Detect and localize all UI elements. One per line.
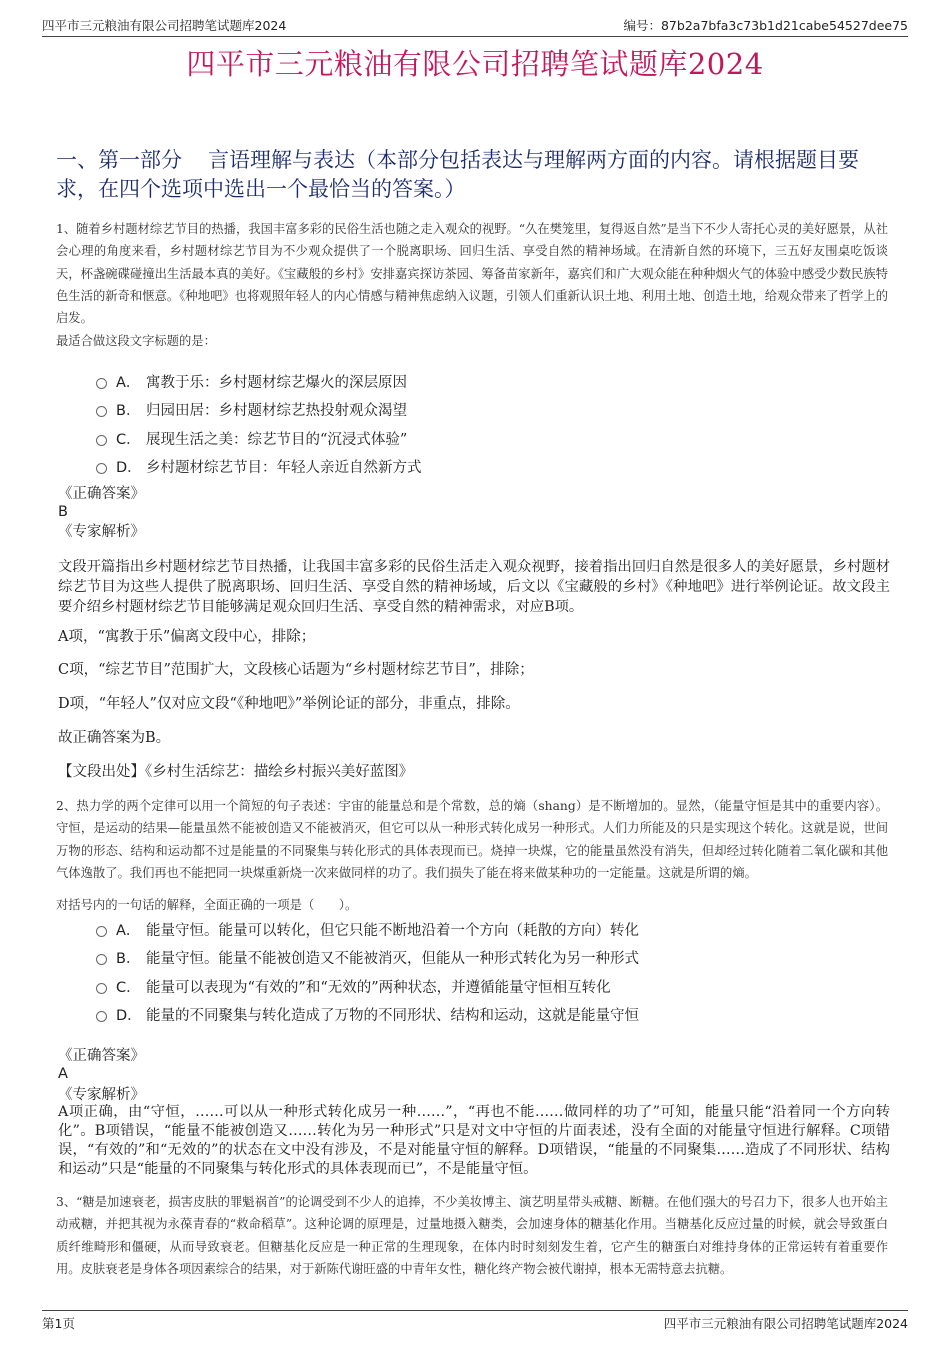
question-2-analysis-label: 《专家解析》	[58, 1087, 145, 1103]
page-footer	[42, 1310, 908, 1332]
question-2-option-c[interactable]: C． 能量可以表现为“有效的”和“无效的”两种状态，并遵循能量守恒相互转化	[96, 972, 639, 1001]
question-1-analysis-a: A项，“寓教于乐”偏离文段中心，排除；	[58, 629, 316, 645]
question-2-analysis: A项正确，由“守恒，……可以从一种形式转化成另一种……”，“再也不能……做同样的功了”可知，能量只能“沿着同一个方向转化”。B项错误，“能量不能被创造又……转化为另一种形式”只是对文中守恒的片面表述，没有全面的对能量守恒进行解释。C项错误，“有效的”和“无效的”的状态在文中没有涉及，不是对能量守恒的解释。D项错误，“能量的不同聚集……造成了不同形状、结构和运动”只是“能量的不同聚集与转化形式的具体表现而已”，不是能量守恒。	[58, 1104, 890, 1177]
question-1-conclusion: 故正确答案为B。	[58, 730, 171, 746]
radio-icon[interactable]	[96, 926, 107, 937]
question-1-option-c[interactable]: C． 展现生活之美：综艺节目的“沉浸式体验”	[96, 424, 422, 453]
radio-icon[interactable]	[96, 406, 107, 417]
question-1-source: 【文段出处】《乡村生活综艺：描绘乡村振兴美好蓝图》	[58, 764, 414, 780]
question-1-analysis-d: D项，“年轻人”仅对应文段“《种地吧》”举例论证的部分，非重点，排除。	[58, 696, 520, 712]
question-2-answer: A	[58, 1066, 68, 1082]
question-1-stem: 1、随着乡村题材综艺节目的热播，我国丰富多彩的民俗生活也随之走入观众的视野。“久在樊笼里，复得返自然”是当下不少人寄托心灵的美好愿景，从社会心理的角度来看，乡村题材综艺节目为不少观众提供了一个脱离职场、回归生活、享受自然的精神场域。在清新自然的环境下，三五好友围桌吃饭谈天，杯盏碗碟碰撞出生活最本真的美好。《宝藏般的乡村》安排嘉宾探访茶园、筹备苗家新年，嘉宾们和广大观众能在种种烟火气的体验中感受少数民族特色生活的新奇和惬意。《种地吧》也将观照年轻人的内心情感与精神焦虑纳入议题，引领人们重新认识土地、利用土地、创造土地，给观众带来了哲学上的启发。	[56, 222, 888, 326]
question-2-answer-label: 《正确答案》	[58, 1048, 145, 1064]
radio-icon[interactable]	[96, 1011, 107, 1022]
question-3-stem: 3、“糖是加速衰老，损害皮肤的罪魁祸首”的论调受到不少人的追捧，不少美妆博主、演艺明星带头戒糖、断糖。在他们强大的号召力下，很多人也开始主动戒糖，并把其视为永葆青春的“救命稻草”。这种论调的原理是，过量地摄入糖类，会加速身体的糖基化作用。当糖基化反应过量的时候，就会导致蛋白质纤维畸形和僵硬，从而导致衰老。但糖基化反应是一种正常的生理现象，在体内时时刻刻发生着，它产生的糖蛋白对维持身体的正常运转有着重要作用。皮肤衰老是身体各项因素综合的结果，对于新陈代谢旺盛的中青年女性，糖化终产物会被代谢掉，根本无需特意去抗糖。	[56, 1195, 888, 1276]
header-doc-name: 四平市三元粮油有限公司招聘笔试题库2024	[42, 18, 287, 33]
question-1-analysis: 文段开篇指出乡村题材综艺节目热播，让我国丰富多彩的民俗生活走入观众视野，接着指出回归自然是很多人的美好愿景，乡村题材综艺节目为这些人提供了脱离职场、回归生活、享受自然的精神场域，后文以《宝藏般的乡村》《种地吧》进行举例论证。故文段主要介绍乡村题材综艺节目能够满足观众回归生活、享受自然的精神需求，对应B项。	[58, 559, 890, 615]
question-1-answer: B	[58, 504, 68, 520]
question-1-analysis-c: C项，“综艺节目”范围扩大，文段核心话题为“乡村题材综艺节目”，排除；	[58, 662, 534, 678]
question-1-prompt: 最适合做这段文字标题的是：	[56, 334, 216, 348]
question-2-option-d[interactable]: D． 能量的不同聚集与转化造成了万物的不同形状、结构和运动，这就是能量守恒	[96, 1001, 639, 1030]
radio-icon[interactable]	[96, 378, 107, 389]
question-1-option-b[interactable]: B． 归园田居：乡村题材综艺热投射观众渴望	[96, 396, 422, 425]
footer-doc-name: 四平市三元粮油有限公司招聘笔试题库2024	[663, 1316, 908, 1331]
radio-icon[interactable]	[96, 983, 107, 994]
question-2-options	[96, 915, 639, 1029]
header-code: 编号：87b2a7bfa3c73b1d21cabe54527dee75	[623, 18, 908, 33]
radio-icon[interactable]	[96, 435, 107, 446]
question-1-answer-label: 《正确答案》	[58, 486, 145, 502]
question-1-analysis-label: 《专家解析》	[58, 524, 145, 540]
question-2-prompt: 对括号内的一句话的解释，全面正确的一项是（ ）。	[56, 898, 358, 912]
question-1-option-a[interactable]: A． 寓教于乐：乡村题材综艺爆火的深层原因	[96, 367, 422, 396]
question-2-option-a[interactable]: A． 能量守恒。能量可以转化，但它只能不断地沿着一个方向（耗散的方向）转化	[96, 915, 639, 944]
footer-page-number: 第1页	[42, 1316, 75, 1331]
question-1-options	[96, 367, 422, 481]
question-1-option-d[interactable]: D． 乡村题材综艺节目：年轻人亲近自然新方式	[96, 453, 422, 482]
question-2-stem: 2、热力学的两个定律可以用一个简短的句子表述：宇宙的能量总和是个常数，总的熵（shang）是不断增加的。显然，（能量守恒是其中的重要内容）。守恒，是运动的结果—能量虽然不能被创造又不能被消灭，但它可以从一种形式转化成另一种形式。人们力所能及的只是实现这个转化。这就是说，世间万物的形态、结构和运动都不过是能量的不同聚集与转化形式的具体表现而已。烧掉一块煤，它的能量虽然没有消失，但却经过转化随着二氧化碳和其他气体逸散了。我们再也不能把同一块煤重新烧一次来做同样的功了。我们损失了能在将来做某种功的一定能量。这就是所谓的熵。	[56, 799, 888, 880]
page-title: 四平市三元粮油有限公司招聘笔试题库2024	[186, 47, 764, 81]
radio-icon[interactable]	[96, 954, 107, 965]
page-header	[42, 14, 908, 37]
section-heading: 一、第一部分 言语理解与表达（本部分包括表达与理解两方面的内容。请根据题目要求，在四个选项中选出一个最恰当的答案。）	[56, 148, 859, 201]
question-2-option-b[interactable]: B． 能量守恒。能量不能被创造又不能被消灭，但能从一种形式转化为另一种形式	[96, 944, 639, 973]
radio-icon[interactable]	[96, 463, 107, 474]
